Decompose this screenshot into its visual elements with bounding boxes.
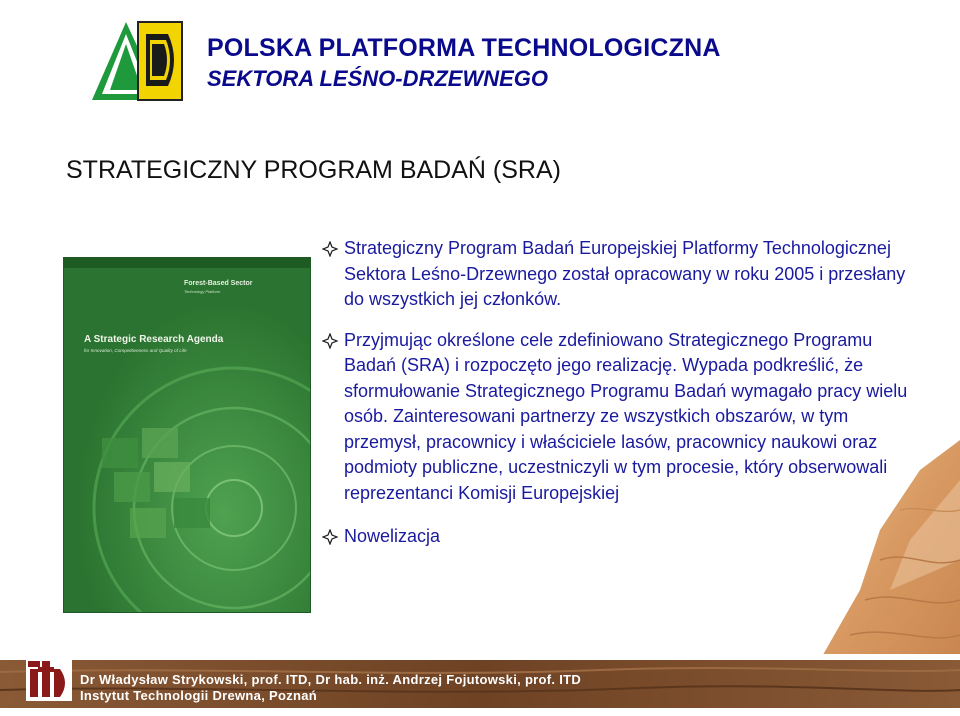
platform-logo-icon (88, 20, 188, 104)
bullet-text: Nowelizacja (344, 526, 441, 546)
diamond-bullet-icon (322, 529, 338, 545)
cover-topbar (64, 258, 310, 268)
itd-logo-icon (26, 657, 72, 701)
sra-cover-image (64, 258, 310, 612)
cover-subtitle: for Innovation, Competitiveness and Quality of Life (84, 348, 187, 353)
cover-brand: Forest-Based Sector (184, 280, 253, 287)
bullet-item (322, 328, 922, 507)
diamond-bullet-icon (322, 241, 338, 257)
header-title: POLSKA PLATFORMA TECHNOLOGICZNA (207, 34, 721, 62)
bullet-list (322, 236, 922, 550)
bullet-text: Przyjmując określone cele zdefiniowano Strategicznego Programu Badań (SRA) i rozpoczęto jego realizację. Wypada podkreślić, że sformułowanie Strategicznego Programu Badań wymagało pracy wielu osób. Zainteresowani partnerzy ze wszystkich obszarów, w tym przemysł, pracownicy i właściciele lasów, pracownicy naukowi oraz podmioty publiczne, uczestniczyli w tym procesie, który obserwowali reprezentanci Komisji Europejskiej (344, 329, 908, 503)
bullet-item (322, 524, 922, 550)
header-subtitle: SEKTORA LEŚNO-DRZEWNEGO (207, 66, 549, 91)
cover-brand-sub: Technology Platform (184, 289, 221, 294)
diamond-bullet-icon (322, 333, 338, 349)
footer-authors: Dr Władysław Strykowski, prof. ITD, Dr hab. inż. Andrzej Fojutowski, prof. ITD (80, 672, 582, 687)
cover-title: A Strategic Research Agenda (84, 334, 224, 345)
footer-institute: Instytut Technologii Drewna, Poznań (80, 688, 318, 703)
slide-title: STRATEGICZNY PROGRAM BADAŃ (SRA) (66, 156, 561, 184)
bullet-text: Strategiczny Program Badań Europejskiej Platformy Technologicznej Sektora Leśno-Drzewnego został opracowany w roku 2005 i przesłany do wszystkich jej członków. (344, 238, 906, 309)
cover-artwork (64, 258, 310, 612)
bullet-item (322, 236, 922, 313)
